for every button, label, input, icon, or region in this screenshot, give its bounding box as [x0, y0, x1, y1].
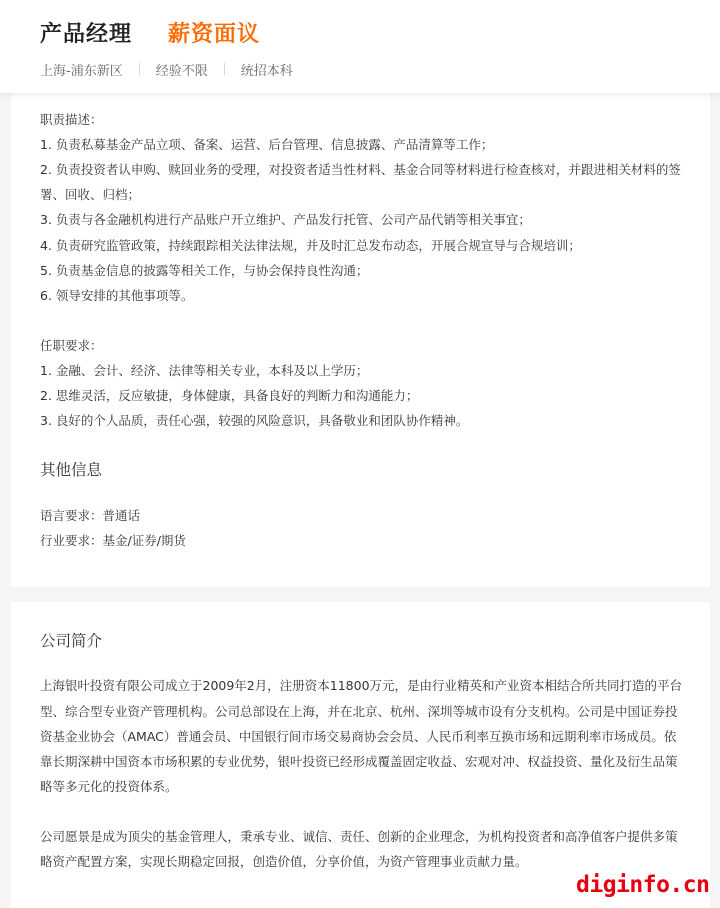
- requirement-item: 2. 思维灵活，反应敏捷，身体健康，具备良好的判断力和沟通能力；: [40, 388, 419, 403]
- company-text-line: 略资产配置方案，实现长期稳定回报，创造价值，分享价值，为资产管理事业贡献力量。: [40, 854, 528, 869]
- company-text-line: 公司愿景是成为顶尖的基金管理人，秉承专业、诚信、责任、创新的企业理念，为机构投资者和高净值客户提供多策: [40, 829, 678, 844]
- company-text-line: 上海银叶投资有限公司成立于2009年2月，注册资本11800万元，是由行业精英和产业资本相结合所共同打造的平台: [40, 678, 683, 693]
- salary-label: 薪资面议: [168, 21, 261, 47]
- duty-item: 4. 负责研究监管政策，持续跟踪相关法律法规，并及时汇总发布动态，开展合规宣导与合规培训；: [40, 238, 581, 253]
- location-tag: 上海-浦东新区: [40, 63, 123, 79]
- meta-divider: [224, 63, 225, 75]
- duty-item: 5. 负责基金信息的披露等相关工作，与协会保持良性沟通；: [40, 263, 369, 278]
- duty-item: 署、回收、归档；: [40, 187, 141, 202]
- duty-item: 6. 领导安排的其他事项等。: [40, 288, 194, 303]
- site-watermark: diginfo.cn: [576, 872, 710, 898]
- education-tag: 统招本科: [240, 63, 293, 79]
- meta-divider: [139, 63, 140, 75]
- company-text-line: 资基金业协会（AMAC）普通会员、中国银行间市场交易商协会会员、人民币利率互换市场和远期利率市场成员。依: [40, 729, 677, 744]
- job-description-card: [11, 93, 710, 587]
- job-meta: [40, 60, 293, 78]
- job-header: [0, 0, 720, 93]
- title-row: [40, 16, 260, 48]
- company-text-line: 靠长期深耕中国资本市场积累的专业优势，银叶投资已经形成覆盖固定收益、宏观对冲、权益投资、量化及衍生品策: [40, 754, 678, 769]
- requirement-item: 3. 良好的个人品质，责任心强，较强的风险意识，具备敬业和团队协作精神。: [40, 413, 469, 428]
- duties-label: 职责描述：: [40, 112, 103, 127]
- requirement-item: 1. 金融、会计、经济、法律等相关专业，本科及以上学历；: [40, 363, 369, 378]
- company-text-line: 型、综合型专业资产管理机构。公司总部设在上海，并在北京、杭州、深圳等城市设有分支机构。公司是中国证券投: [40, 704, 678, 719]
- experience-tag: 经验不限: [155, 63, 208, 79]
- language-requirement: 语言要求：普通话: [40, 508, 141, 523]
- industry-requirement: 行业要求：基金/证券/期货: [40, 533, 186, 548]
- company-intro-card: [11, 602, 710, 908]
- job-title: 产品经理: [40, 21, 133, 47]
- company-text-line: 略等多元化的投资体系。: [40, 779, 178, 794]
- other-info-title: 其他信息: [40, 461, 103, 479]
- duty-item: 3. 负责与各金融机构进行产品账户开立维护、产品发行托管、公司产品代销等相关事宜；: [40, 212, 531, 227]
- requirements-label: 任职要求：: [40, 338, 103, 353]
- duty-item: 2. 负责投资者认申购、赎回业务的受理，对投资者适当性材料、基金合同等材料进行检查核对，并跟进相关材料的签: [40, 162, 681, 177]
- duty-item: 1. 负责私募基金产品立项、备案、运营、后台管理、信息披露、产品清算等工作；: [40, 137, 494, 152]
- company-intro-title: 公司简介: [40, 632, 103, 650]
